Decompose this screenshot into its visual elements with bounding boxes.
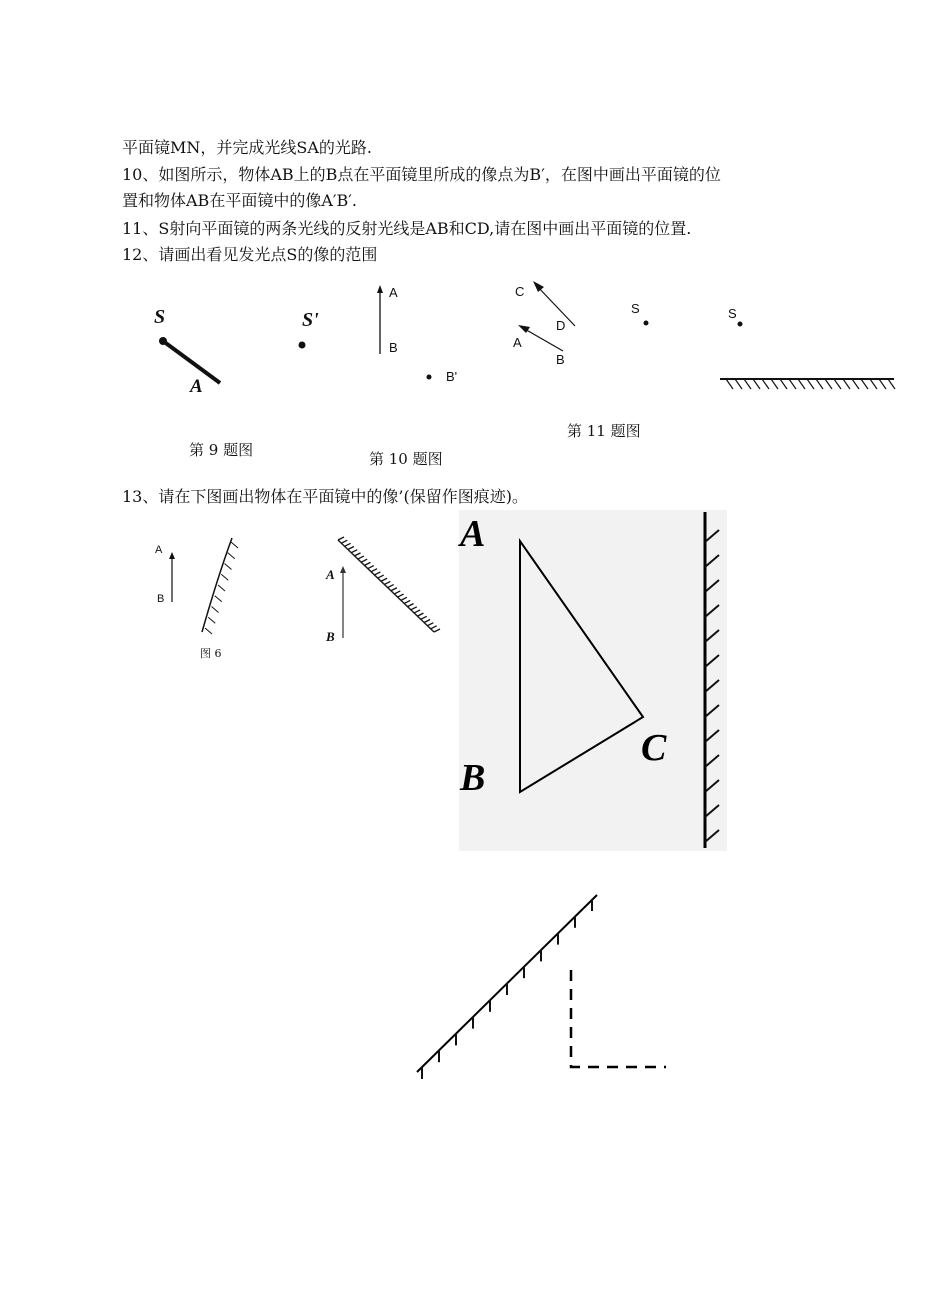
image-point-b-prime <box>424 372 434 382</box>
label-s-prime: S' <box>302 309 319 331</box>
point-s <box>735 319 745 329</box>
ray-ab <box>515 318 575 368</box>
label-c: C <box>515 284 525 299</box>
label-c: C <box>641 727 667 769</box>
question-10-line-2: 置和物体AB在平面镜中的像A′B′. <box>122 191 357 210</box>
question-12: 12、请画出看见发光点S的像的范围 <box>122 245 378 264</box>
question-13: 13、请在下图画出物体在平面镜中的像’(保留作图痕迹)。 <box>122 487 528 506</box>
curved-mirror <box>200 536 240 636</box>
label-a: A <box>155 544 163 556</box>
text-line-1: 平面镜MN，并完成光线SA的光路. <box>122 138 372 157</box>
label-b: B <box>389 340 398 355</box>
question-10-line-1: 10、如图所示，物体AB上的B点在平面镜里所成的像点为B′，在图中画出平面镜的位 <box>122 165 721 184</box>
label-a: A <box>460 513 486 555</box>
caption-figure-11: 第 11 题图 <box>567 422 641 440</box>
caption-figure-6: 图 6 <box>200 647 222 660</box>
triangle-abc <box>459 510 727 851</box>
label-a: A <box>513 335 522 350</box>
label-b: B <box>556 352 565 367</box>
label-a: A <box>389 285 398 300</box>
object-arrow-ab <box>167 552 177 604</box>
caption-figure-9: 第 9 题图 <box>189 441 254 459</box>
label-a: A <box>190 376 203 397</box>
label-b: B <box>326 629 335 644</box>
label-s: S <box>154 306 166 328</box>
image-point-s-prime <box>297 340 307 350</box>
object-arrow-ab <box>338 566 348 641</box>
caption-figure-10: 第 10 题图 <box>369 450 443 468</box>
diagonal-mirror <box>334 536 444 636</box>
vertical-mirror <box>695 510 735 851</box>
dashed-corner <box>566 968 676 1078</box>
label-b: B <box>157 593 165 605</box>
label-s: S <box>728 306 737 321</box>
label-d: D <box>556 318 566 333</box>
object-arrow-ab <box>370 284 390 356</box>
question-11: 11、S射向平面镜的两条光线的反射光线是AB和CD,请在图中画出平面镜的位置. <box>122 219 692 238</box>
point-s <box>641 318 651 328</box>
label-a: A <box>326 567 335 582</box>
label-s: S <box>631 301 640 316</box>
figure-triangle-panel <box>459 510 727 851</box>
mirror-horizontal <box>720 376 896 392</box>
label-b-prime: B' <box>446 369 458 384</box>
label-b: B <box>460 757 486 799</box>
